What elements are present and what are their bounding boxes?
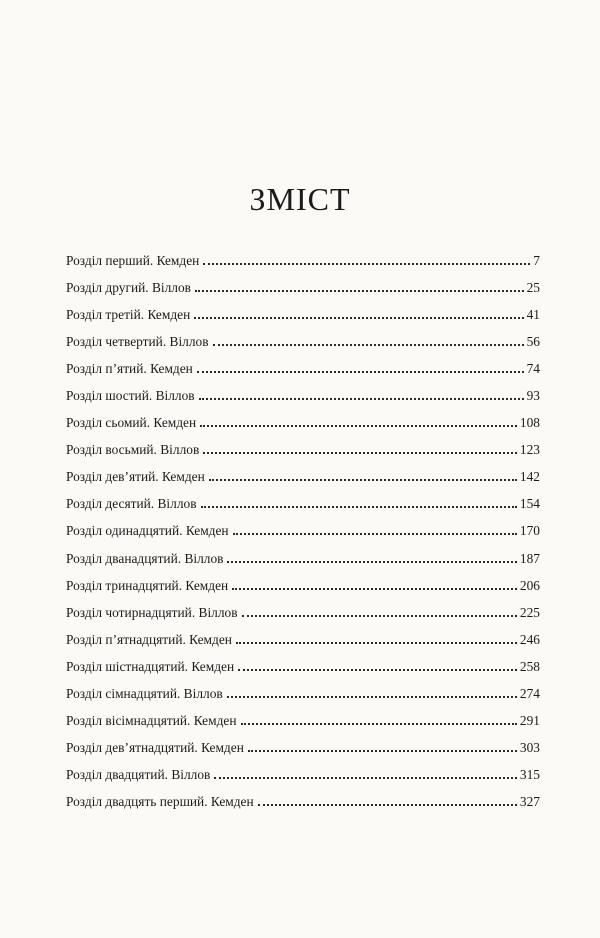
chapter-title: Розділ сімнадцятий. Віллов: [66, 685, 223, 701]
toc-entry: [66, 414, 540, 441]
dot-leader: [197, 371, 524, 373]
page-number: 74: [526, 361, 540, 377]
chapter-title: Розділ тринадцятий. Кемден: [66, 577, 229, 593]
page-number: 170: [519, 523, 540, 539]
page-title: ЗМІСТ: [249, 181, 351, 218]
dot-leader: [195, 290, 524, 292]
toc-entry: [66, 739, 540, 766]
dot-leader: [213, 344, 524, 346]
dot-leader: [238, 669, 517, 671]
toc-entry: [66, 631, 540, 658]
chapter-title: Розділ третій. Кемден: [66, 307, 191, 323]
dot-leader: [236, 642, 517, 644]
page-number: 123: [519, 442, 540, 458]
chapter-title: Розділ перший. Кемден: [66, 253, 200, 268]
dot-leader: [233, 533, 517, 535]
dot-leader: [194, 317, 523, 319]
toc-entry: [66, 252, 540, 279]
page-number: 246: [519, 631, 540, 647]
page-number: 108: [519, 415, 540, 431]
chapter-title: Розділ десятий. Віллов: [66, 496, 197, 512]
chapter-title: Розділ восьмий. Віллов: [66, 442, 200, 458]
dot-leader: [214, 777, 517, 779]
page-number: 142: [519, 469, 540, 485]
toc-entry: [66, 712, 540, 739]
toc-entry: [66, 468, 540, 495]
page-number: 25: [526, 280, 540, 296]
chapter-title: Розділ п’ятнадцятий. Кемден: [66, 631, 232, 647]
page-number: 56: [526, 334, 540, 350]
page-number: 154: [519, 496, 540, 512]
chapter-title: Розділ дев’ятнадцятий. Кемден: [66, 739, 244, 755]
chapter-title: Розділ одинадцятий. Кемден: [66, 523, 229, 539]
chapter-title: Розділ п’ятий. Кемден: [66, 361, 193, 377]
page-number: 225: [519, 604, 540, 620]
dot-leader: [203, 452, 517, 454]
page-number: 7: [533, 253, 540, 268]
page-number: 41: [526, 307, 540, 323]
toc-entry: [66, 577, 540, 604]
dot-leader: [227, 561, 516, 563]
dot-leader: [241, 723, 517, 725]
chapter-title: Розділ шостий. Віллов: [66, 388, 195, 404]
toc-entry: [66, 360, 540, 387]
chapter-title: Розділ четвертий. Віллов: [66, 334, 209, 350]
page-number: 315: [519, 766, 540, 782]
chapter-title: Розділ дванадцятий. Віллов: [66, 550, 224, 566]
toc-entry: [66, 306, 540, 333]
chapter-title: Розділ двадцятий. Віллов: [66, 766, 211, 782]
toc-entry: [66, 441, 540, 468]
toc-entry: [66, 685, 540, 712]
toc-entry: [66, 604, 540, 631]
toc-entry: [66, 387, 540, 414]
page-number: 327: [519, 793, 540, 809]
chapter-title: Розділ чотирнадцятий. Віллов: [66, 604, 238, 620]
chapter-title: Розділ шістнадцятий. Кемден: [66, 658, 235, 674]
chapter-title: Розділ дев’ятий. Кемден: [66, 469, 205, 485]
toc-entry: [66, 766, 540, 793]
table-of-contents: [66, 252, 540, 820]
toc-entry: [66, 495, 540, 522]
page-number: 206: [519, 577, 540, 593]
page-number: 274: [519, 685, 540, 701]
chapter-title: Розділ сьомий. Кемден: [66, 415, 197, 431]
page-number: 93: [526, 388, 540, 404]
dot-leader: [209, 479, 517, 481]
toc-entry: [66, 522, 540, 549]
toc-entry: [66, 793, 540, 820]
chapter-title: Розділ другий. Віллов: [66, 280, 192, 296]
toc-entry: [66, 333, 540, 360]
toc-entry: [66, 550, 540, 577]
page-number: 291: [519, 712, 540, 728]
toc-entry: [66, 658, 540, 685]
dot-leader: [232, 588, 517, 590]
chapter-title: Розділ вісімнадцятий. Кемден: [66, 712, 237, 728]
chapter-title: Розділ двадцять перший. Кемден: [66, 793, 254, 809]
dot-leader: [201, 506, 517, 508]
page-number: 187: [519, 550, 540, 566]
dot-leader: [258, 804, 517, 806]
page-number: 303: [519, 739, 540, 755]
toc-entry: [66, 279, 540, 306]
dot-leader: [200, 425, 517, 427]
page-number: 258: [519, 658, 540, 674]
dot-leader: [242, 615, 517, 617]
dot-leader: [199, 398, 524, 400]
dot-leader: [203, 263, 530, 265]
dot-leader: [248, 750, 517, 752]
dot-leader: [227, 696, 517, 698]
